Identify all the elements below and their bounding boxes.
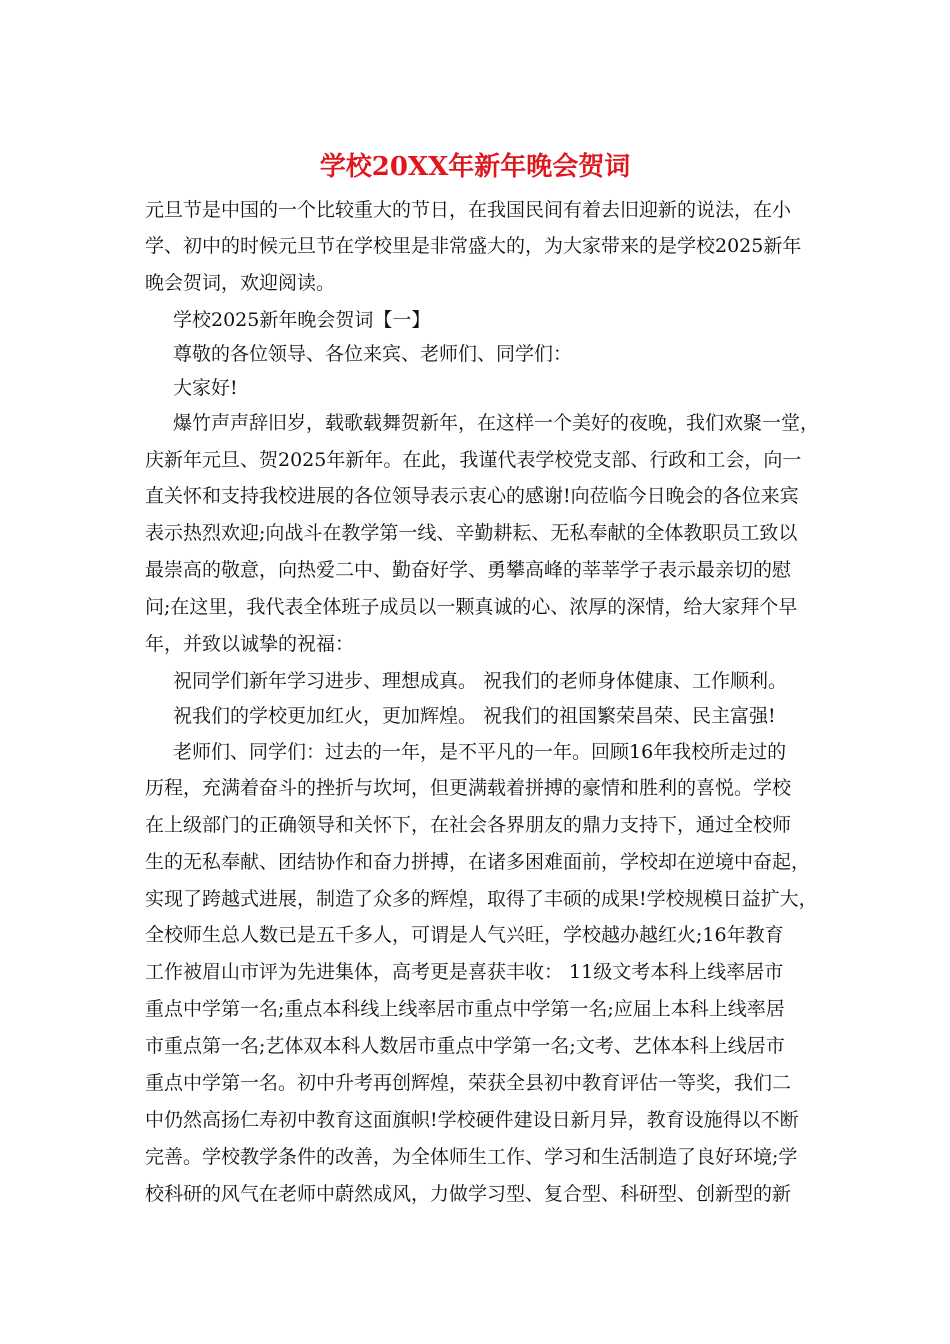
body-line-9: 直关怀和支持我校进展的各位领导表示衷心的感谢!向莅临今日晚会的各位来宾 [145,485,799,507]
body-line-24: 市重点第一名;艺体双本科人数居市重点中学第一名;文考、艺体本科上线居市 [145,1035,785,1057]
body-line-10: 表示热烈欢迎;向战斗在教学第一线、辛勤耕耘、无私奉献的全体教职员工致以 [145,522,798,544]
body-line-7: 爆竹声声辞旧岁，载歌载舞贺新年，在这样一个美好的夜晚，我们欢聚一堂， [173,412,820,434]
document-title: 学校20XX年新年晚会贺词 [319,152,631,182]
body-line-2: 学、初中的时候元旦节在学校里是非常盛大的，为大家带来的是学校2025新年 [145,235,802,257]
body-line-1: 元旦节是中国的一个比较重大的节日，在我国民间有着去旧迎新的说法，在小 [145,199,792,221]
body-line-3: 晚会贺词，欢迎阅读。 [145,272,336,294]
body-line-11: 最崇高的敬意，向热爱二中、勤奋好学、勇攀高峰的莘莘学子表示最亲切的慰 [145,559,792,581]
section-heading: 学校2025新年晚会贺词【一】 [173,309,431,331]
body-line-16: 老师们、同学们：过去的一年，是不平凡的一年。回顾16年我校所走过的 [173,741,787,763]
body-line-20: 实现了跨越式进展，制造了众多的辉煌，取得了丰硕的成果!学校规模日益扩大， [145,888,818,910]
body-line-17: 历程，充满着奋斗的挫折与坎坷，但更满载着拼搏的豪情和胜利的喜悦。学校 [145,777,792,799]
wish-line-2: 祝我们的学校更加红火，更加辉煌。 祝我们的祖国繁荣昌荣、民主富强! [173,705,776,727]
body-line-22: 工作被眉山市评为先进集体，高考更是喜获丰收： 11级文考本科上线率居市 [145,961,784,983]
body-line-26: 中仍然高扬仁寿初中教育这面旗帜!学校硬件建设日新月异，教育设施得以不断 [145,1109,799,1131]
body-line-23: 重点中学第一名;重点本科线上线率居市重点中学第一名;应届上本科上线率居 [145,998,785,1020]
body-line-18: 在上级部门的正确领导和关怀下，在社会各界朋友的鼎力支持下，通过全校师 [145,814,792,836]
body-line-27: 完善。学校教学条件的改善，为全体师生工作、学习和生活制造了良好环境;学 [145,1146,798,1168]
salutation: 尊敬的各位领导、各位来宾、老师们、同学们： [173,343,573,365]
body-line-19: 生的无私奉献、团结协作和奋力拼搏，在诸多困难面前，学校却在逆境中奋起， [145,851,811,873]
body-line-25: 重点中学第一名。初中升考再创辉煌，荣获全县初中教育评估一等奖，我们二 [145,1072,792,1094]
body-line-12: 问;在这里，我代表全体班子成员以一颗真诚的心、浓厚的深情，给大家拜个早 [145,596,798,618]
wish-line-1: 祝同学们新年学习进步、理想成真。 祝我们的老师身体健康、工作顺利。 [173,670,788,692]
body-line-13: 年，并致以诚挚的祝福： [145,633,355,655]
greeting: 大家好! [173,377,238,399]
body-line-21: 全校师生总人数已是五千多人，可谓是人气兴旺，学校越办越红火;16年教育 [145,924,784,946]
body-line-8: 庆新年元旦、贺2025年新年。在此，我谨代表学校党支部、行政和工会，向一 [145,449,802,471]
body-line-28: 校科研的风气在老师中蔚然成风，力做学习型、复合型、科研型、创新型的新 [145,1183,792,1205]
